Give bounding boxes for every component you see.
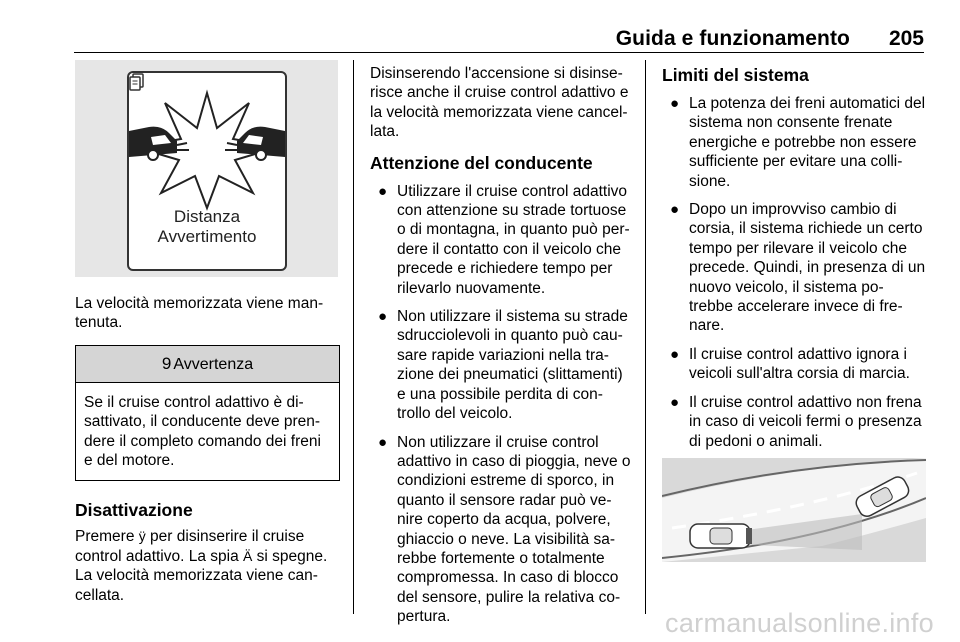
section-title-attenzione: Attenzione del conducente <box>370 152 593 173</box>
column-2 <box>370 64 634 636</box>
warning-body: Se il cruise control adattivo è di-sattivato, il conducente deve pren-dere il completo comando dei freni e del motore. <box>84 393 321 470</box>
header-title: Guida e funzionamento <box>615 27 850 50</box>
warning-header <box>76 346 339 383</box>
column-3 <box>662 64 927 496</box>
distance-warning-figure <box>75 60 338 277</box>
list-item: ● Non utilizzare il cruise control adattivo in caso di pioggia, neve o condizioni estreme di sporco, in quanto il sensore radar può ve-nire coperto da acqua, polvere, ghiaccio o neve. La visibilità sa-rebbe fortemente o totalmente compromessa. In caso di blocco del sensore, pulire la relativa co-pertura. <box>378 433 631 626</box>
cruise-indicator-icon: Ä <box>243 547 253 564</box>
bullet-icon: ● <box>378 433 388 451</box>
cluster-line-1: Distanza <box>173 207 241 226</box>
section-title-disattivazione: Disattivazione <box>75 500 193 521</box>
column-1 <box>75 60 342 605</box>
intro-paragraph: Disinserendo l'accensione si disinse-risce anche il cruise control adattivo e la velocità memorizzata viene cancel-lata. <box>370 65 629 141</box>
figure-caption: La velocità memorizzata viene man-tenuta. <box>75 295 324 332</box>
bullet-icon: ● <box>670 393 680 411</box>
list-item: ● Non utilizzare il sistema su strade sdrucciolevoli in quanto può cau-sare rapide variazioni nella tra-zione dei pneumatici (slittamenti) e una possibile perdita di con-trollo del veicolo. <box>378 308 628 423</box>
limits-list <box>662 94 927 451</box>
list-item: ● Il cruise control adattivo ignora i veicoli sull'altra corsia di marcia. <box>670 345 910 383</box>
list-item: ● Il cruise control adattivo non frena in caso di veicoli fermi o presenza di pedoni o animali. <box>670 393 922 450</box>
cruise-switch-icon: ÿ <box>138 528 146 545</box>
list-item: ● Dopo un improvviso cambio di corsia, il sistema richiede un certo tempo per rilevare il veicolo che precede. Quindi, in presenza di un nuovo veicolo, il sistema po-trebbe accelerare invece di fre-nare. <box>670 201 926 335</box>
bullet-icon: ● <box>378 182 388 200</box>
winding-road-figure <box>662 458 926 562</box>
bullet-icon: ● <box>670 201 680 219</box>
warning-box <box>75 345 340 482</box>
winding-road-illustration <box>662 458 926 562</box>
attention-list <box>370 182 634 627</box>
watermark: carmanualsonline.info <box>665 608 934 638</box>
car-own-icon <box>690 524 752 548</box>
list-item: ● La potenza dei freni automatici del sistema non consente frenate energiche e potrebbe non essere sufficiente per evitare una colli-sione. <box>670 95 926 190</box>
deactivation-paragraph: Premere ÿ per disinserire il cruise control adattivo. La spia Ä si spegne. La velocità memorizzata viene can-cellata. <box>75 528 328 604</box>
book-icon <box>129 73 145 91</box>
header-divider <box>74 52 924 53</box>
cluster-display <box>127 71 287 271</box>
warning-title: Avvertenza <box>173 355 254 373</box>
warning-icon: 9 <box>161 353 172 373</box>
bullet-icon: ● <box>378 308 388 326</box>
column-divider-2 <box>645 60 646 614</box>
page-number: 205 <box>888 27 924 50</box>
bullet-icon: ● <box>670 95 680 112</box>
column-divider-1 <box>353 60 354 614</box>
bullet-icon: ● <box>670 345 680 363</box>
list-item: ● Utilizzare il cruise control adattivo con attenzione su strade tortuose o di montagna, in quanto può per-dere il contatto con il veicolo che precede e richiedere tempo per rilevarlo nuovamente. <box>378 182 630 297</box>
cluster-line-2: Avvertimento <box>157 227 257 246</box>
section-title-limiti: Limiti del sistema <box>662 65 809 85</box>
